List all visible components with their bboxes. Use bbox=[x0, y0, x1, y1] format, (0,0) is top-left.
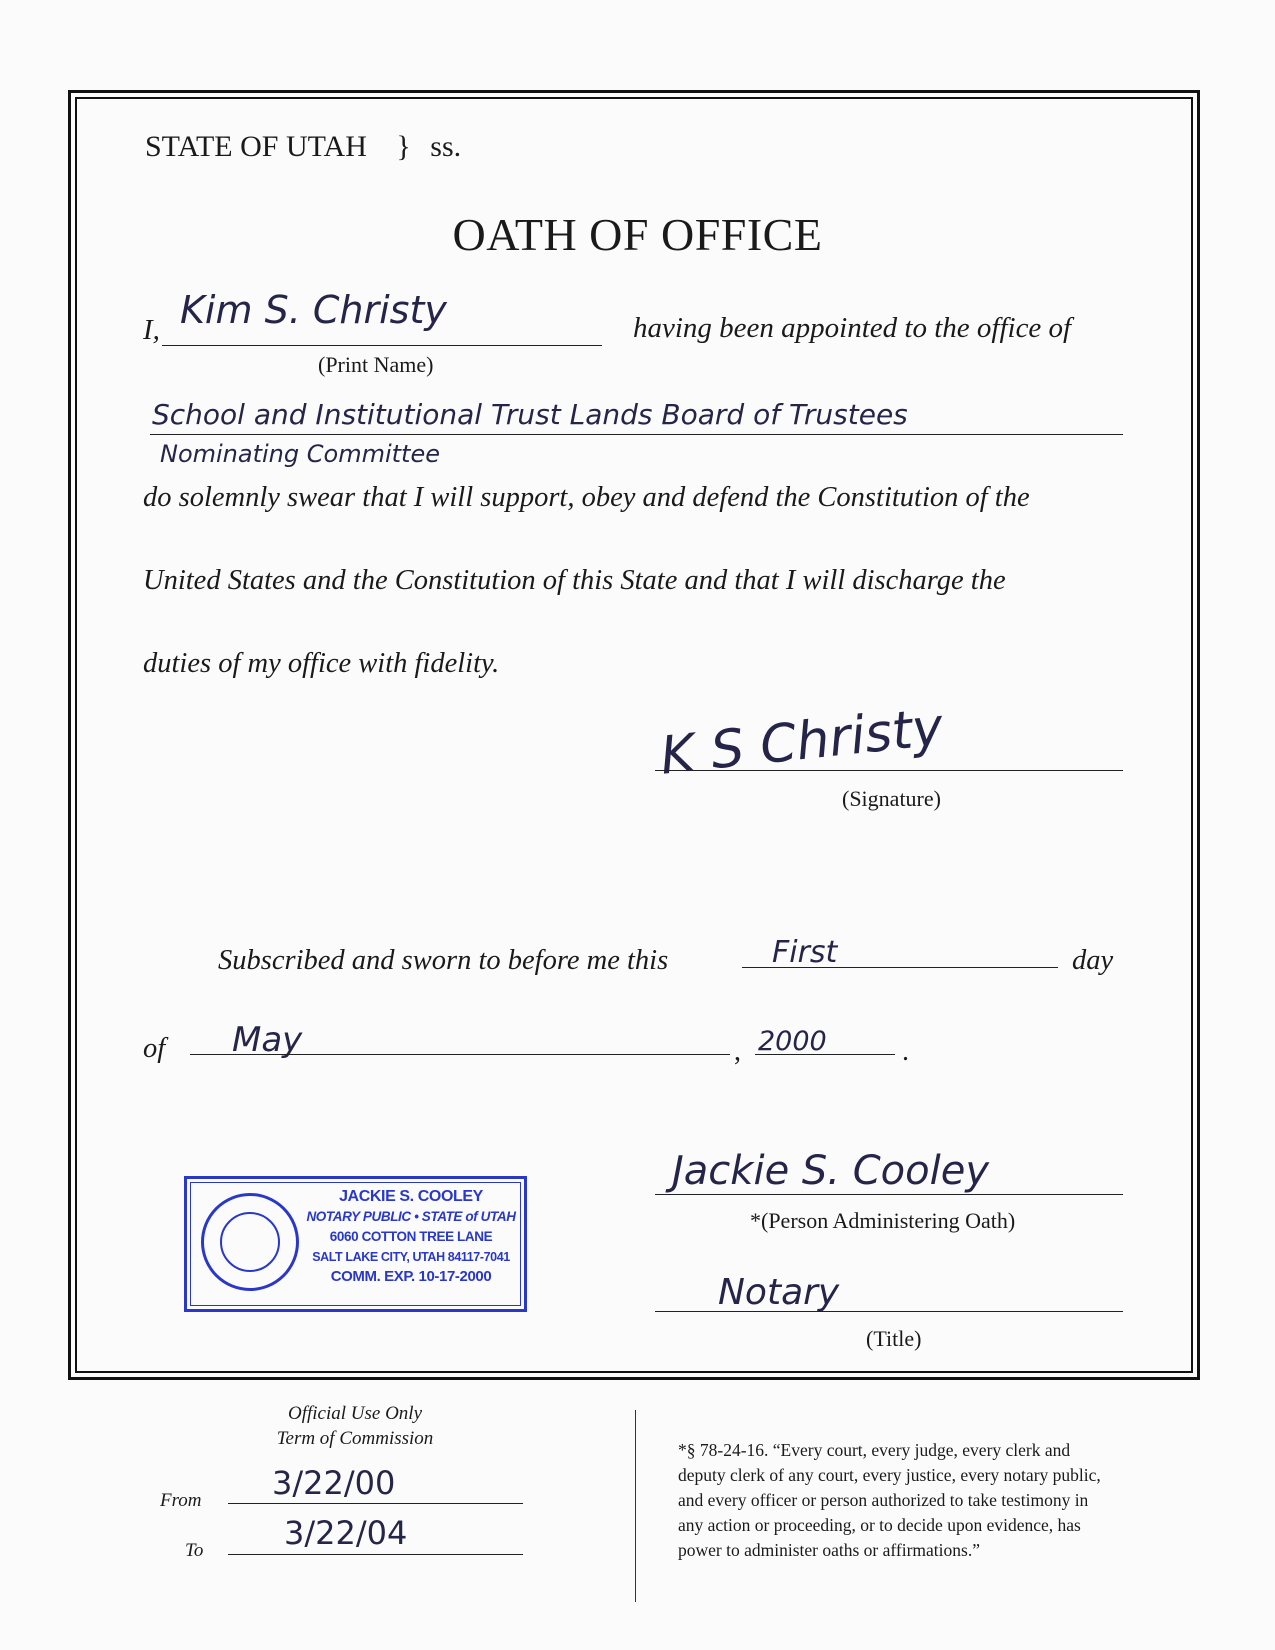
stamp-line-title: NOTARY PUBLIC • STATE of UTAH bbox=[306, 1209, 516, 1224]
administrator-signature-handwritten: Jackie S. Cooley bbox=[672, 1148, 989, 1194]
footnote-line2: deputy clerk of any court, every justice, every notary public, bbox=[678, 1465, 1101, 1485]
from-line[interactable] bbox=[228, 1503, 523, 1504]
oath-body-line1: do solemnly swear that I will support, obey and defend the Constitution of the bbox=[143, 482, 1030, 513]
day-handwritten: First bbox=[772, 935, 838, 970]
state-name: STATE OF UTAH bbox=[145, 130, 367, 163]
office-handwritten-line2: Nominating Committee bbox=[160, 440, 440, 468]
print-name-handwritten: Kim S. Christy bbox=[180, 288, 447, 332]
day-line[interactable] bbox=[742, 967, 1058, 968]
state-seal-icon bbox=[201, 1193, 299, 1291]
year-line[interactable] bbox=[755, 1054, 895, 1055]
office-line[interactable] bbox=[150, 434, 1123, 435]
stamp-line-name: JACKIE S. COOLEY bbox=[339, 1188, 483, 1205]
title-label: (Title) bbox=[866, 1326, 922, 1351]
oath-body-line2: United States and the Constitution of this State and that I will discharge the bbox=[143, 565, 1006, 596]
footnote-line5: power to administer oaths or affirmations.” bbox=[678, 1540, 980, 1560]
seal-inner-ring bbox=[220, 1212, 280, 1272]
administrator-signature-line[interactable] bbox=[655, 1194, 1123, 1195]
footnote-line3: and every officer or person authorized to take testimony in bbox=[678, 1490, 1089, 1510]
to-value: 3/22/04 bbox=[284, 1514, 408, 1552]
appointed-text: having been appointed to the office of bbox=[633, 312, 1072, 344]
month-line[interactable] bbox=[190, 1054, 730, 1055]
to-line[interactable] bbox=[228, 1554, 523, 1555]
signature-handwritten: K S Christy bbox=[657, 697, 946, 787]
notary-stamp bbox=[184, 1176, 527, 1312]
column-divider bbox=[635, 1410, 636, 1602]
month-handwritten: May bbox=[232, 1020, 303, 1060]
of-label: of bbox=[143, 1033, 166, 1064]
term-of-commission-heading: Term of Commission bbox=[276, 1428, 434, 1449]
stamp-line-street: 6060 COTTON TREE LANE bbox=[329, 1229, 493, 1244]
to-label: To bbox=[185, 1540, 204, 1561]
subscribed-text: Subscribed and sworn to before me this bbox=[218, 945, 669, 976]
title-line[interactable] bbox=[655, 1311, 1123, 1312]
print-name-line[interactable] bbox=[162, 345, 602, 346]
stamp-text bbox=[299, 1187, 523, 1287]
office-handwritten-line1: School and Institutional Trust Lands Board of Trustees bbox=[152, 398, 908, 431]
stamp-line-expiry: COMM. EXP. 10-17-2000 bbox=[330, 1268, 492, 1285]
statute-footnote bbox=[678, 1438, 1101, 1563]
page-title: OATH OF OFFICE bbox=[452, 209, 823, 260]
oath-prefix: I, bbox=[143, 314, 160, 346]
signature-label: (Signature) bbox=[842, 786, 941, 811]
from-value: 3/22/00 bbox=[272, 1464, 396, 1502]
oath-body-line3: duties of my office with fidelity. bbox=[143, 648, 500, 679]
ss-abbrev: ss. bbox=[430, 130, 462, 163]
day-label: day bbox=[1072, 945, 1114, 976]
month-comma: , bbox=[734, 1036, 741, 1067]
administrator-label: *(Person Administering Oath) bbox=[750, 1208, 1016, 1233]
year-period: . bbox=[902, 1036, 909, 1067]
year-handwritten: 2000 bbox=[758, 1026, 827, 1057]
footnote-line1: *§ 78-24-16. “Every court, every judge, every clerk and bbox=[678, 1440, 1071, 1460]
footnote-line4: any action or proceeding, or to decide upon evidence, has bbox=[678, 1515, 1081, 1535]
signature-line[interactable] bbox=[655, 770, 1123, 771]
brace: } bbox=[396, 130, 411, 163]
print-name-label: (Print Name) bbox=[318, 352, 434, 377]
title-handwritten: Notary bbox=[718, 1272, 840, 1313]
state-header bbox=[145, 130, 461, 164]
from-label: From bbox=[160, 1490, 202, 1511]
stamp-line-city: SALT LAKE CITY, UTAH 84117-7041 bbox=[312, 1250, 510, 1264]
official-use-heading: Official Use Only bbox=[287, 1403, 423, 1424]
